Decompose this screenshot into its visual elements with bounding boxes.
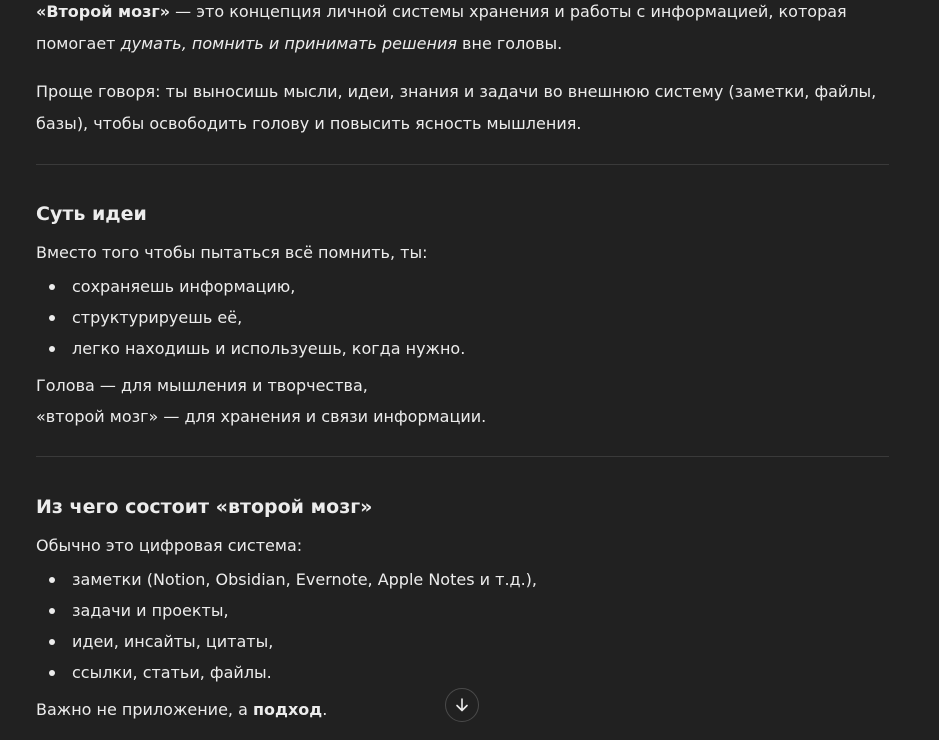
message-content: [36, 0, 889, 725]
scroll-to-bottom-button[interactable]: [445, 688, 479, 722]
list-item: сохраняешь информацию,: [36, 271, 889, 302]
divider: [36, 164, 889, 165]
bullet-list: [36, 564, 889, 688]
intro-paragraph: [36, 0, 889, 60]
list-item: идеи, инсайты, цитаты,: [36, 626, 889, 657]
bullet-icon: [49, 577, 55, 583]
intro-italic: думать, помнить и принимать решения: [120, 34, 457, 53]
bullet-icon: [49, 346, 55, 352]
intro-bold-term: «Второй мозг»: [36, 2, 171, 21]
list-item: заметки (Notion, Obsidian, Evernote, Apple Notes и т.д.),: [36, 564, 889, 595]
closing-line: Голова — для мышления и творчества,: [36, 376, 368, 395]
intro-text: — это концепция личной системы хранения и работы с информацией, которая помогает: [36, 2, 847, 53]
intro-paragraph-2: Проще говоря: ты выносишь мысли, идеи, знания и задачи во внешнюю систему (заметки, файлы, базы), чтобы освободить голову и повысить ясность мышления.: [36, 82, 877, 133]
closing-line: «второй мозг» — для хранения и связи информации.: [36, 407, 487, 426]
arrow-down-icon: [453, 696, 471, 714]
section-closing: [36, 370, 889, 432]
bullet-icon: [49, 608, 55, 614]
list-item: структурируешь её,: [36, 302, 889, 333]
bullet-icon: [49, 670, 55, 676]
intro-end: вне головы.: [456, 34, 563, 53]
divider: [36, 456, 889, 457]
section-lead: Обычно это цифровая система:: [36, 536, 303, 555]
closing-line: Важно не приложение, а подход.: [36, 700, 328, 719]
bullet-list: [36, 271, 889, 364]
bullet-icon: [49, 284, 55, 290]
list-item: задачи и проекты,: [36, 595, 889, 626]
list-item: легко находишь и используешь, когда нужно.: [36, 333, 889, 364]
bullet-icon: [49, 639, 55, 645]
bullet-icon: [49, 315, 55, 321]
section-title: Из чего состоит «второй мозг»: [36, 496, 373, 518]
section-lead: Вместо того чтобы пытаться всё помнить, ты:: [36, 243, 428, 262]
section-title: Суть идеи: [36, 203, 147, 225]
list-item: ссылки, статьи, файлы.: [36, 657, 889, 688]
